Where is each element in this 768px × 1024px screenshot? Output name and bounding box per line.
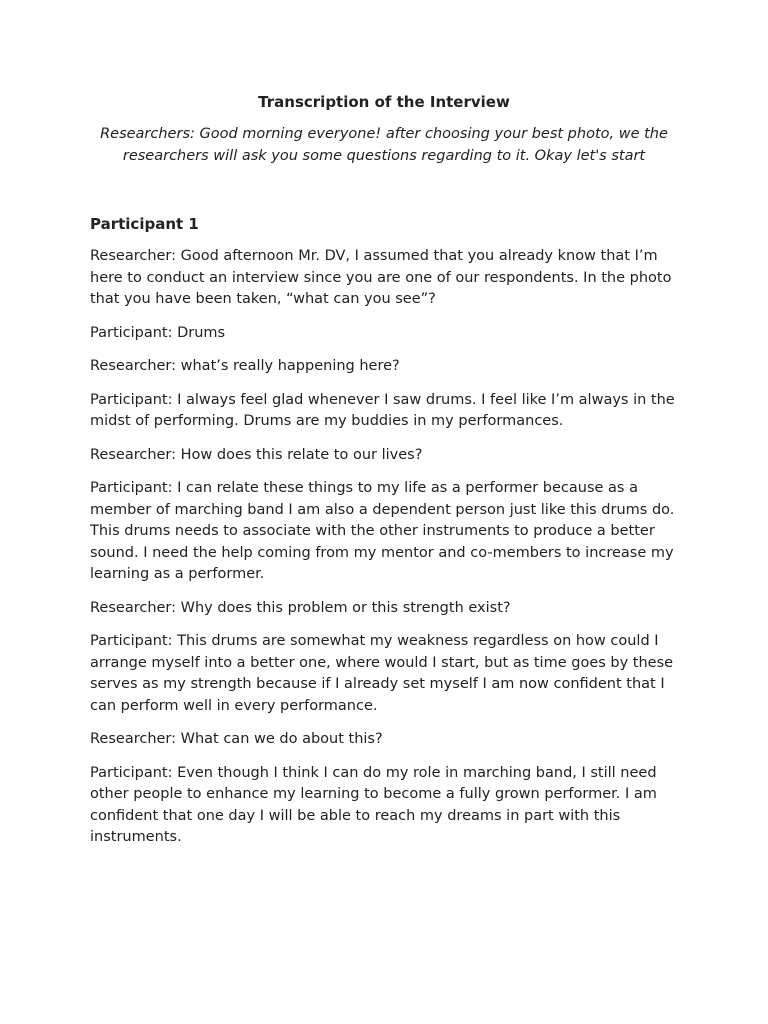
- participant-turn-5: Participant: Even though I think I can do my role in marching band, I still need other people to enhance my learning to become a fully grown performer. I am confident that one day I will be able to reach my dreams in part with this instruments.: [90, 764, 657, 845]
- participant-turn-1: Participant: Drums: [90, 324, 226, 341]
- researcher-turn-4: Researcher: Why does this problem or this strength exist?: [90, 599, 511, 616]
- document-title: Transcription of the Interview: [258, 93, 510, 111]
- section-heading: Participant 1: [90, 215, 199, 233]
- researcher-turn-1: Researcher: Good afternoon Mr. DV, I assumed that you already know that I’m here to conduct an interview since you are one of our respondents. In the photo that you have been taken, “what can you see”?: [90, 248, 672, 307]
- intro-paragraph: Researchers: Good morning everyone! after choosing your best photo, we the researchers will ask you some questions regarding to it. Okay let's start: [100, 126, 668, 164]
- participant-turn-2: Participant: I always feel glad whenever I saw drums. I feel like I’m always in the midst of performing. Drums are my buddies in my performances.: [90, 391, 675, 429]
- researcher-turn-5: Researcher: What can we do about this?: [90, 731, 383, 747]
- participant-turn-4: Participant: This drums are somewhat my weakness regardless on how could I arrange myself into a better one, where would I start, but as time goes by these serves as my strength because if I already set myself I am now confident that I can perform well in every performance.: [90, 633, 674, 714]
- participant-turn-3: Participant: I can relate these things to my life as a performer because as a member of marching band I am also a dependent person just like this drums do. This drums needs to associate with the other instruments to produce a better sound. I need the help coming from my mentor and co-members to increase my learning as a performer.: [90, 480, 675, 582]
- researcher-turn-2: Researcher: what’s really happening here?: [90, 358, 400, 374]
- researcher-turn-3: Researcher: How does this relate to our lives?: [90, 446, 423, 463]
